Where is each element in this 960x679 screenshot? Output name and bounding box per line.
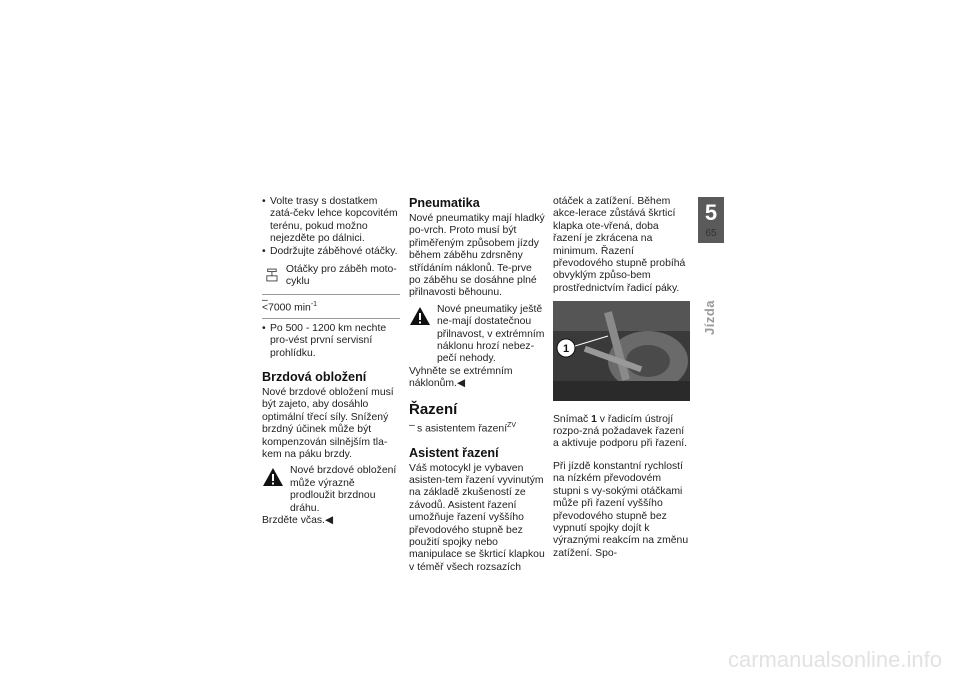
note-label: Otáčky pro záběh moto-cyklu [285,264,397,288]
warning-end: Vyhněte se extrémním náklonům.◀ [409,365,513,390]
chapter-label: Jízda [702,299,717,335]
warning-text: Nové pneumatiky ještě ne-mají dostatečnou přilnavost, v extrémním náklonu hrozí nebez-pečí nehody. [437,303,545,365]
warning-icon [409,306,431,326]
section-heading: Asistent řazení [409,445,499,460]
section-heading: Brzdová obložení [262,369,367,384]
list-item: • Dodržujte záběhové otáčky. [262,246,400,258]
paragraph: Váš motocykl je vybaven asisten-tem řazení vyvinutým na základě zkušeností ze závodů. Asistent řazení umožňuje řazení vyššího převodového stupně bez použití spojky nebo manipulace se škrticí klapkou v téměř všech rozsazích [409,462,545,573]
column-3 [553,196,690,560]
chapter-heading: Řazení [409,400,458,418]
shift-sensor-photo [553,301,690,401]
page-number: 65 [705,228,717,239]
warning-end: Brzděte včas.◀ [262,515,333,526]
paragraph: Nové pneumatiky mají hladký po-vrch. Proto musí být přiměřeným způsobem jízdy během záběhu zdrsněny střídáním náklonů. Te-prve po záběhu se dosáhne plné přilnavosti běhounu. [409,213,545,299]
engine-speed-icon [266,267,278,283]
chapter-number: 5 [704,200,718,225]
paragraph: otáček a zatížení. Během akce-lerace zůstává škrticí klapka ote-vřená, doba řazení je zkrácena na minimum. Řazení převodového stupně probíhá obvyklým způso-bem prostřednictvím řadicí páky. [553,196,686,294]
spec-value: – <7000 $\min^{-1}$ [262,295,400,319]
photo-callout: 1 [562,343,570,356]
break-in-note [262,261,400,295]
paragraph: Nové brzdové obložení musí být zajeto, aby dosáhlo optimální třecí síly. Snížený brzdný účinek může být kompenzován silnějším tla-kem na páku brzdy. [262,386,394,460]
warning-block [409,304,546,366]
warning-text: Nové brzdové obložení může výrazně prodloužit brzdnou dráhu. [290,465,397,514]
column-1 [262,196,400,527]
option-item: – s asistentem řazení$^{ZV}$ [409,420,546,436]
paragraph: Při jízdě konstantní rychlostí na nízkém převodovém stupni s vy-sokými otáčkami může při řazení vyššího převodového stupně bez vypnutí spojky dojít k výraznými reakcím na změnu zatížení. Spo- [553,460,689,559]
list-item: • Volte trasy s dostatkem zatá-čekv lehce kopcovitém terénu, pokud možno nejezděte po dálnici. [262,196,400,246]
warning-icon [262,467,284,487]
list-item: • Po 500 - 1200 km nechte pro-vést první servisní prohlídku. [262,323,400,360]
column-2 [409,196,546,574]
watermark: carmanualsonline.info [727,647,942,672]
photo-caption: Snímač 1 v řadicím ústrojí rozpo-zná požadavek řazení a aktivuje podporu při řazení. [553,413,688,450]
section-heading: Pneumatika [409,196,480,210]
warning-block [262,465,400,515]
